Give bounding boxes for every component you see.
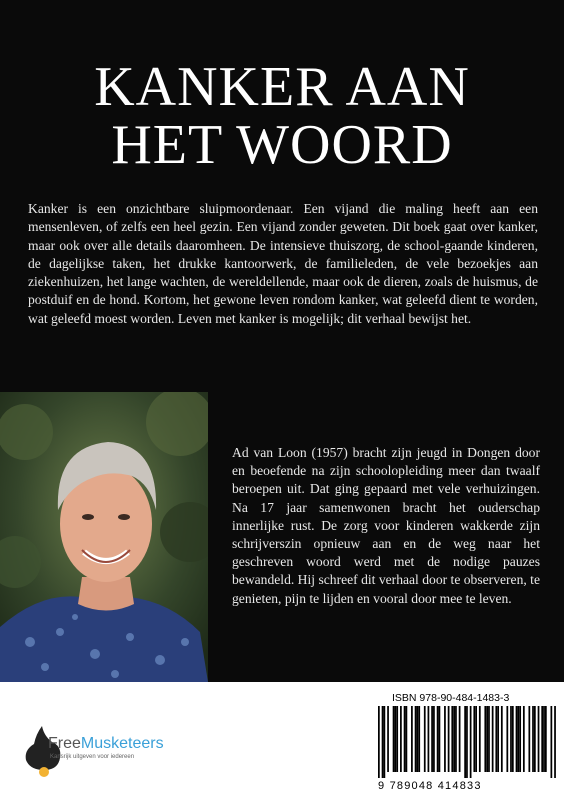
barcode-bar	[417, 706, 419, 772]
barcode-icon	[378, 706, 556, 778]
barcode-bar	[437, 706, 439, 772]
publisher-name-part2: Musketeers	[80, 735, 164, 752]
barcode-bar	[550, 706, 552, 778]
isbn-label: ISBN 978-90-484-1483-3	[392, 692, 510, 704]
title-line-1: KANKER AAN	[94, 56, 470, 118]
barcode-bar	[475, 706, 477, 772]
barcode-bar	[510, 706, 512, 772]
barcode-bar	[492, 706, 494, 772]
barcode-bar	[459, 706, 461, 772]
barcode-bar	[512, 706, 514, 772]
barcode-bar	[433, 706, 435, 772]
barcode-bar	[486, 706, 488, 772]
barcode-bar	[534, 706, 536, 772]
publisher-name-part1: Free	[48, 735, 81, 752]
barcode-bar	[396, 706, 398, 772]
barcode-bar	[541, 706, 543, 772]
barcode-bar	[418, 706, 420, 772]
barcode-bar	[543, 706, 545, 772]
barcode-bar	[484, 706, 486, 772]
barcode-bar	[464, 706, 466, 778]
book-title	[0, 58, 564, 174]
barcode-bar	[455, 706, 457, 772]
barcode-bar	[393, 706, 395, 772]
barcode-bar	[431, 706, 433, 772]
cover-footer	[0, 682, 564, 800]
barcode-bar	[415, 706, 417, 772]
book-blurb: Kanker is een onzichtbare sluipmoordenaar. Een vijand die maling heeft aan een mensenleven, of zelfs een heel gezin. Een vijand zonder geweten. Dit boek gaat over kanker, maar ook over alle details daaromheen. De intensieve thuiszorg, de school-gaande kinderen, de dagelijkse taken, het drukke kantoorwerk, de familieleden, de vele bezoekjes aan ziekenhuizen, het lange wachten, de wereldellende, maar ook de dieren, zoals de huismus, de postduif en de hond. Kortom, het gewone leven rondom kanker, wat geleefd dient te worden, wat geleefd moest worden. Leven met kanker is mogelijk; dit verhaal bewijst het.	[28, 201, 538, 326]
barcode-bar	[517, 706, 519, 772]
author-photo	[0, 392, 208, 682]
barcode-bar	[519, 706, 521, 772]
barcode-bar	[404, 706, 406, 772]
barcode-bar	[501, 706, 503, 772]
barcode-bar	[473, 706, 475, 772]
barcode-bar	[516, 706, 518, 772]
barcode-bar	[411, 706, 413, 772]
barcode-bar	[428, 706, 430, 772]
barcode-digits: 9 789048 414833	[378, 780, 482, 792]
barcode-bar	[470, 706, 472, 778]
barcode-bar	[528, 706, 530, 772]
barcode-bar	[424, 706, 426, 772]
barcode-bar	[400, 706, 402, 772]
barcode-bar	[545, 706, 547, 772]
publisher-name	[48, 735, 164, 753]
publisher-tagline: Kansrijk uitgeven voor iedereen	[50, 754, 135, 760]
author-portrait-icon	[0, 392, 208, 682]
barcode-bar	[444, 706, 446, 772]
barcode-bar	[495, 706, 497, 772]
barcode-bar	[406, 706, 408, 772]
barcode-bar	[554, 706, 556, 778]
author-bio: Ad van Loon (1957) bracht zijn jeugd in Dongen door en beoefende na zijn schoolopleiding meer dan twaalf beroepen uit. Dat ging gepaard met vele verhuizingen. Na 17 jaar samenwonen bracht het ouderschap innerlijke rust. De zorg voor kinderen wakkerde zijn schrijverszin opnieuw aan en de weg naar het geschreven woord werd met de nodige pauzes bewandeld. Hij schreef dit verhaal door te observeren, te genieten, pijn te lijden en vooral door mee te leven.	[232, 445, 540, 606]
barcode-bar	[466, 706, 468, 778]
barcode-bar	[439, 706, 441, 772]
barcode-bar	[453, 706, 455, 772]
barcode-bar	[497, 706, 499, 772]
barcode-bar	[395, 706, 397, 772]
title-line-2: HET WOORD	[111, 114, 453, 176]
barcode-bar	[506, 706, 508, 772]
barcode-bar	[532, 706, 534, 772]
barcode-bar	[538, 706, 540, 772]
barcode-bar	[382, 706, 384, 778]
barcode-bar	[384, 706, 386, 778]
barcode-bar	[451, 706, 453, 772]
barcode-bar	[488, 706, 490, 772]
barcode-bar	[387, 706, 389, 772]
barcode-bar	[479, 706, 481, 772]
barcode-bar	[448, 706, 450, 772]
barcode-bar	[523, 706, 525, 772]
barcode-bar	[378, 706, 380, 778]
